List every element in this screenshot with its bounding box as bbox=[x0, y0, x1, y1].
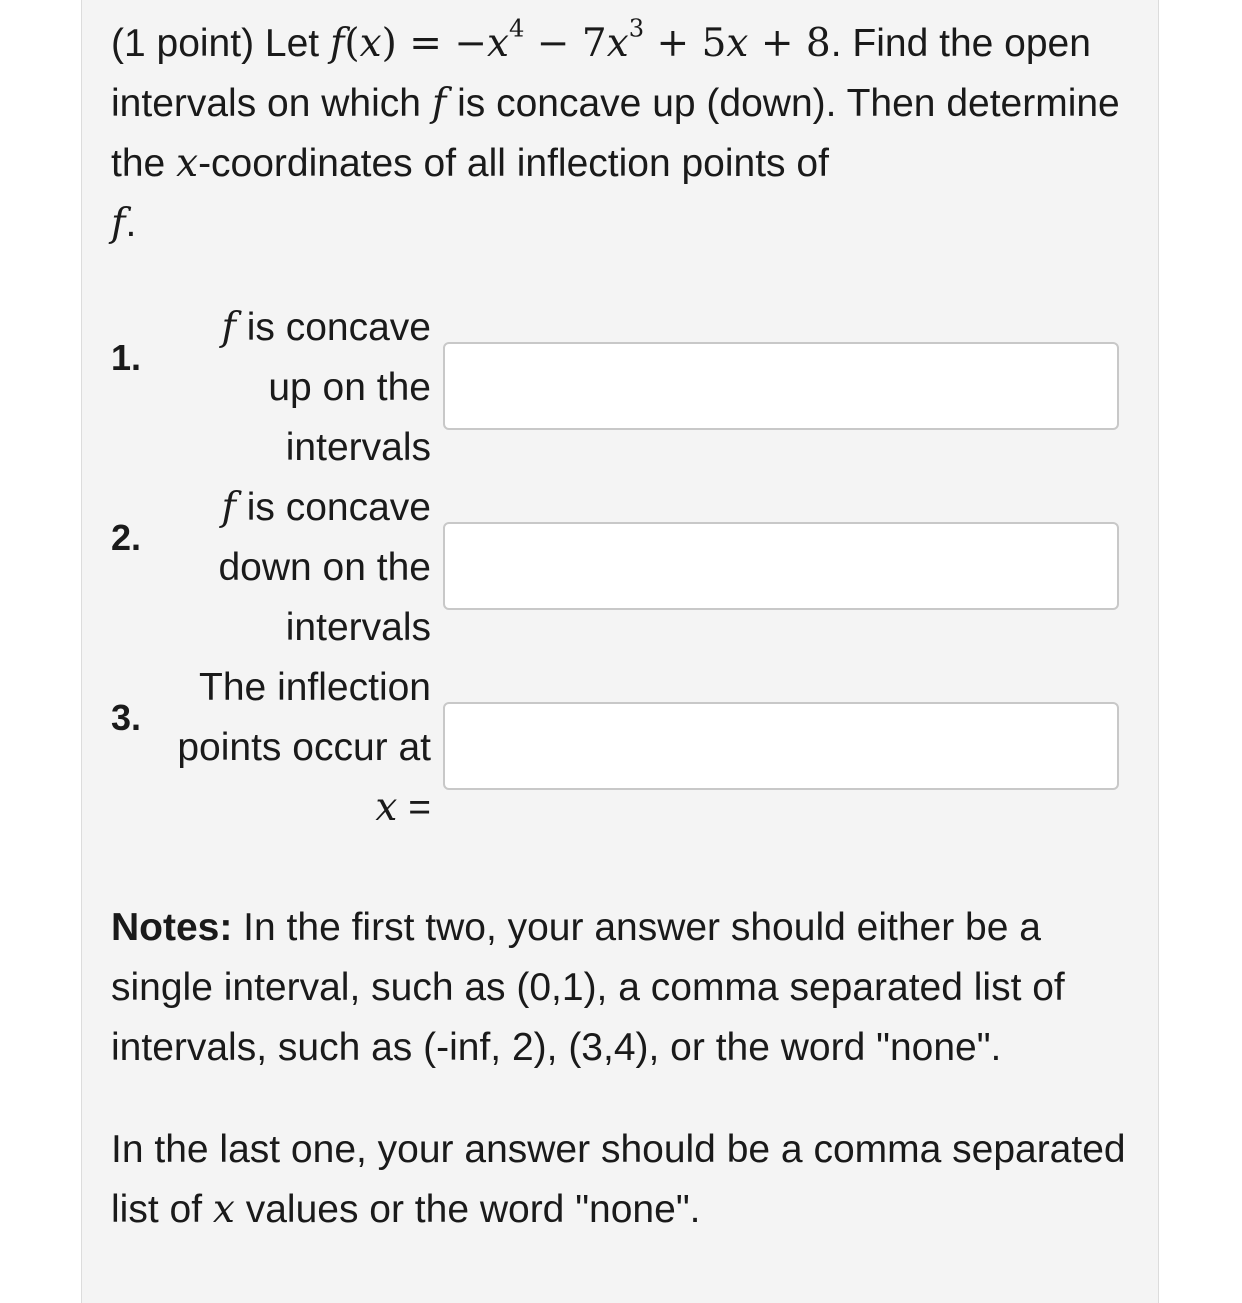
math-f: f bbox=[329, 21, 345, 66]
math-term1-exp: 4 bbox=[509, 14, 525, 43]
math-f-2: f bbox=[431, 81, 447, 126]
math-term3-coef: 5 bbox=[701, 21, 727, 66]
question-number-2: 2. bbox=[111, 517, 142, 558]
notes-label: Notes: bbox=[111, 906, 233, 949]
label-3-line-2: points occur at bbox=[177, 726, 431, 769]
label-3-equals: = bbox=[397, 786, 431, 829]
math-op1: − bbox=[524, 21, 582, 66]
problem-prefix: (1 point) Let bbox=[111, 22, 330, 65]
math-term2-coef: 7 bbox=[581, 21, 607, 66]
problem-text-3: -coordinates of all inflection points of bbox=[198, 142, 829, 185]
question-1 bbox=[111, 298, 1121, 478]
math-minus: − bbox=[454, 21, 488, 66]
math-paren-open: ( bbox=[344, 21, 360, 66]
concave-up-input[interactable] bbox=[443, 342, 1119, 430]
notes-last-post: values or the word "none". bbox=[234, 1188, 701, 1231]
question-label-2 bbox=[151, 478, 431, 658]
notes-last-pre: In the last one, your answer should be a comma separated list of bbox=[111, 1128, 1126, 1231]
math-term3-var: x bbox=[726, 21, 749, 66]
question-label-3 bbox=[151, 658, 431, 838]
notes-paragraph bbox=[111, 898, 1131, 1078]
math-term2-exp: 3 bbox=[628, 14, 645, 43]
inflection-points-input[interactable] bbox=[443, 702, 1119, 790]
problem-text-2: is concave up (down). Then determine the bbox=[111, 82, 1120, 185]
math-op2: + bbox=[644, 21, 702, 66]
math-x-notes: x bbox=[212, 1187, 235, 1232]
concave-down-input[interactable] bbox=[443, 522, 1119, 610]
math-term4: 8 bbox=[805, 21, 831, 66]
question-label-1 bbox=[151, 298, 431, 478]
math-paren-close: ) bbox=[381, 21, 397, 66]
problem-period: . bbox=[125, 202, 137, 245]
math-f-3: f bbox=[111, 201, 126, 246]
math-term1-var: x bbox=[487, 21, 510, 66]
math-f-label-1: f bbox=[221, 305, 236, 350]
math-equals: = bbox=[396, 21, 455, 66]
label-1-line-1: is concave bbox=[235, 306, 431, 349]
notes-text: In the first two, your answer should either be a single interval, such as (0,1), a comma separated list of intervals, such as (-inf, 2), (3,4), or the word "none". bbox=[111, 906, 1065, 1069]
math-f-label-2: f bbox=[221, 485, 236, 530]
label-3-line-1: The inflection bbox=[199, 666, 431, 709]
math-x: x bbox=[359, 21, 382, 66]
question-3 bbox=[111, 658, 1121, 838]
problem-text-1: . Find the open intervals on which bbox=[111, 22, 1091, 125]
label-2-line-1: is concave bbox=[235, 486, 431, 529]
label-2-line-3: intervals bbox=[285, 606, 431, 649]
label-2-line-2: down on the bbox=[218, 546, 431, 589]
label-1-line-3: intervals bbox=[285, 426, 431, 469]
math-x-2: x bbox=[176, 141, 199, 186]
problem-statement bbox=[111, 14, 1131, 254]
math-x-label-3: x bbox=[375, 785, 398, 830]
label-1-line-2: up on the bbox=[268, 366, 431, 409]
notes-last-paragraph bbox=[111, 1120, 1131, 1240]
question-number-3: 3. bbox=[111, 697, 142, 738]
question-number-1: 1. bbox=[111, 337, 142, 378]
problem-content bbox=[111, 14, 1131, 1232]
question-2 bbox=[111, 478, 1121, 658]
math-op3: + bbox=[748, 21, 806, 66]
math-term2-var: x bbox=[606, 21, 629, 66]
